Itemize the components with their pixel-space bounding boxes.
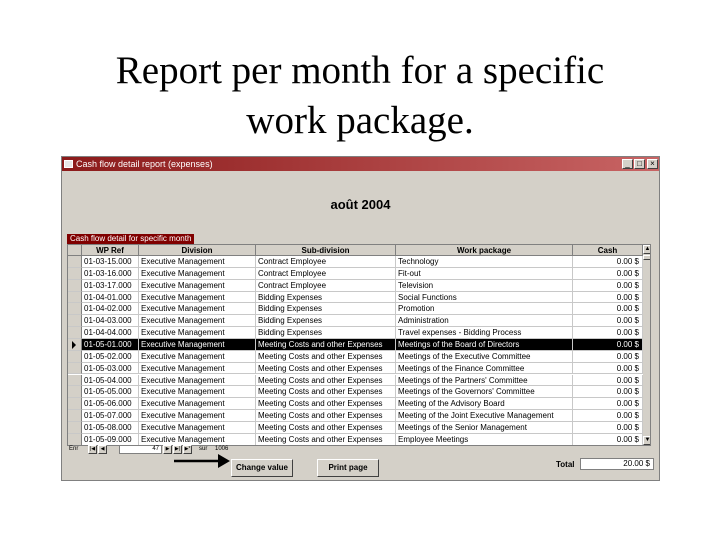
previous-record-icon[interactable]: ◀ [98, 445, 107, 454]
cell-division[interactable]: Executive Management [139, 422, 256, 434]
total-value: 20.00 $ [580, 458, 654, 470]
cell-division[interactable]: Executive Management [139, 398, 256, 410]
cell-cash[interactable]: 0.00 $ [573, 422, 643, 434]
cell-cash[interactable]: 0.00 $ [573, 280, 643, 292]
cell-division[interactable]: Executive Management [139, 315, 256, 327]
cell-cash[interactable]: 0.00 $ [573, 327, 643, 339]
cell-wp-ref[interactable]: 01-05-08.000 [82, 422, 139, 434]
cell-division[interactable]: Executive Management [139, 434, 256, 446]
cell-wp-ref[interactable]: 01-05-07.000 [82, 410, 139, 422]
table-row[interactable] [68, 375, 651, 387]
cell-sub-division[interactable]: Meeting Costs and other Expenses [256, 363, 396, 375]
window-title-bar[interactable] [62, 157, 659, 171]
cell-work-package[interactable]: Fit-out [396, 268, 573, 280]
last-record-icon[interactable]: ▶| [174, 446, 181, 452]
record-selector[interactable] [68, 327, 82, 339]
cell-work-package[interactable]: Social Functions [396, 292, 573, 304]
table-row[interactable] [68, 398, 651, 410]
cell-division[interactable]: Executive Management [139, 303, 256, 315]
record-selector[interactable] [68, 422, 82, 434]
cell-sub-division[interactable]: Meeting Costs and other Expenses [256, 422, 396, 434]
cell-sub-division[interactable]: Bidding Expenses [256, 315, 396, 327]
header-cash[interactable]: Cash [573, 245, 643, 256]
cell-division[interactable]: Executive Management [139, 351, 256, 363]
slide-title-line-2: work package. [246, 99, 474, 142]
scroll-thumb[interactable] [643, 255, 651, 260]
cell-sub-division[interactable]: Meeting Costs and other Expenses [256, 410, 396, 422]
scroll-up-icon[interactable]: ▲ [644, 246, 651, 252]
new-record-icon[interactable]: ▶* [184, 446, 191, 452]
cell-cash[interactable]: 0.00 $ [573, 410, 643, 422]
table-row[interactable] [68, 422, 651, 434]
cell-work-package[interactable]: Technology [396, 256, 573, 268]
cell-wp-ref[interactable]: 01-03-17.000 [82, 280, 139, 292]
table-row[interactable] [68, 256, 651, 268]
record-selector[interactable] [68, 410, 82, 422]
cell-division[interactable]: Executive Management [139, 280, 256, 292]
table-row[interactable] [68, 292, 651, 304]
table-row[interactable] [68, 410, 651, 422]
table-row[interactable] [68, 280, 651, 292]
cell-work-package[interactable]: Promotion [396, 303, 573, 315]
table-row[interactable] [68, 339, 651, 351]
cell-wp-ref[interactable]: 01-04-04.000 [82, 327, 139, 339]
cell-work-package[interactable]: Meetings of the Senior Management [396, 422, 573, 434]
current-record-input[interactable]: 47 [119, 445, 162, 454]
cell-sub-division[interactable]: Meeting Costs and other Expenses [256, 386, 396, 398]
cell-cash[interactable]: 0.00 $ [573, 339, 643, 351]
cell-work-package[interactable]: Television [396, 280, 573, 292]
cell-division[interactable]: Executive Management [139, 386, 256, 398]
cell-wp-ref[interactable]: 01-04-03.000 [82, 315, 139, 327]
cell-sub-division[interactable]: Meeting Costs and other Expenses [256, 375, 396, 387]
header-sub-division[interactable]: Sub-division [256, 245, 396, 256]
first-record-icon[interactable]: |◀ [89, 446, 96, 452]
table-row[interactable] [68, 268, 651, 280]
cell-work-package[interactable]: Meetings of the Executive Committee [396, 351, 573, 363]
next-record-icon[interactable]: ▶ [163, 445, 172, 454]
cell-work-package[interactable]: Meeting of the Advisory Board [396, 398, 573, 410]
cell-sub-division[interactable]: Meeting Costs and other Expenses [256, 398, 396, 410]
cell-division[interactable]: Executive Management [139, 363, 256, 375]
close-icon[interactable]: × [647, 159, 658, 169]
cell-wp-ref[interactable]: 01-04-01.000 [82, 292, 139, 304]
table-row[interactable] [68, 327, 651, 339]
record-selector[interactable] [68, 434, 82, 446]
cell-cash[interactable]: 0.00 $ [573, 268, 643, 280]
cell-wp-ref[interactable]: 01-05-03.000 [82, 363, 139, 375]
pointer-arrow-icon [172, 450, 232, 472]
cell-wp-ref[interactable]: 01-04-02.000 [82, 303, 139, 315]
vertical-scrollbar[interactable] [643, 245, 651, 445]
scroll-down-icon[interactable]: ▼ [644, 437, 651, 443]
table-row[interactable] [68, 315, 651, 327]
cell-wp-ref[interactable]: 01-03-15.000 [82, 256, 139, 268]
section-label: Cash flow detail for specific month [67, 234, 194, 244]
cell-work-package[interactable]: Meetings of the Partners' Committee [396, 375, 573, 387]
cell-cash[interactable]: 0.00 $ [573, 363, 643, 375]
maximize-icon[interactable]: □ [634, 159, 645, 169]
cell-cash[interactable]: 0.00 $ [573, 434, 643, 446]
record-selector[interactable] [68, 398, 82, 410]
cell-wp-ref[interactable]: 01-05-09.000 [82, 434, 139, 446]
cell-division[interactable]: Executive Management [139, 268, 256, 280]
cell-wp-ref[interactable]: 01-05-02.000 [82, 351, 139, 363]
cell-division[interactable]: Executive Management [139, 256, 256, 268]
record-label: Enr [69, 446, 79, 452]
table-row[interactable] [68, 363, 651, 375]
table-row[interactable] [68, 351, 651, 363]
cell-cash[interactable]: 0.00 $ [573, 292, 643, 304]
cell-sub-division[interactable]: Meeting Costs and other Expenses [256, 339, 396, 351]
cell-work-package[interactable]: Travel expenses - Bidding Process [396, 327, 573, 339]
record-total: 1006 [215, 446, 229, 452]
total-label: Total [556, 460, 575, 469]
cell-sub-division[interactable]: Bidding Expenses [256, 327, 396, 339]
record-selector[interactable] [68, 363, 82, 375]
cell-cash[interactable]: 0.00 $ [573, 398, 643, 410]
cell-work-package[interactable]: Employee Meetings [396, 434, 573, 446]
cell-work-package[interactable]: Meetings of the Governors' Committee [396, 386, 573, 398]
app-icon[interactable] [64, 160, 73, 168]
cell-cash[interactable]: 0.00 $ [573, 303, 643, 315]
cell-sub-division[interactable]: Contract Employee [256, 256, 396, 268]
window-title: Cash flow detail report (expenses) [76, 159, 213, 169]
cell-division[interactable]: Executive Management [139, 339, 256, 351]
cell-division[interactable]: Executive Management [139, 375, 256, 387]
record-selector[interactable] [68, 280, 82, 292]
record-selector[interactable] [68, 256, 82, 268]
cell-cash[interactable]: 0.00 $ [573, 315, 643, 327]
cell-division[interactable]: Executive Management [139, 292, 256, 304]
print-page-button[interactable]: Print page [317, 459, 379, 477]
cell-work-package[interactable]: Meeting of the Joint Executive Management [396, 410, 573, 422]
table-row[interactable] [68, 434, 651, 446]
minimize-icon[interactable]: _ [622, 159, 633, 169]
report-window [61, 156, 660, 481]
cell-division[interactable]: Executive Management [139, 327, 256, 339]
slide-title [0, 46, 720, 146]
cell-cash[interactable]: 0.00 $ [573, 351, 643, 363]
cell-sub-division[interactable]: Bidding Expenses [256, 303, 396, 315]
cell-work-package[interactable]: Administration [396, 315, 573, 327]
cell-cash[interactable]: 0.00 $ [573, 256, 643, 268]
record-selector[interactable] [68, 303, 82, 315]
cell-sub-division[interactable]: Meeting Costs and other Expenses [256, 351, 396, 363]
header-work-package[interactable]: Work package [396, 245, 573, 256]
cell-cash[interactable]: 0.00 $ [573, 375, 643, 387]
table-row[interactable] [68, 386, 651, 398]
record-selector[interactable] [68, 268, 82, 280]
cash-flow-grid [67, 244, 651, 446]
cell-work-package[interactable]: Meetings of the Finance Committee [396, 363, 573, 375]
record-selector[interactable] [68, 386, 82, 398]
record-selector[interactable] [68, 339, 82, 351]
slide-title-line-1: Report per month for a specific [115, 49, 605, 92]
cell-wp-ref[interactable]: 01-05-06.000 [82, 398, 139, 410]
header-wp-ref[interactable]: WP Ref [82, 245, 139, 256]
cell-sub-division[interactable]: Contract Employee [256, 280, 396, 292]
cell-wp-ref[interactable]: 01-05-04.000 [82, 375, 139, 387]
grid-header-row [68, 245, 651, 256]
report-month: août 2004 [330, 197, 391, 212]
table-row[interactable] [68, 303, 651, 315]
record-selector-arrow-icon [72, 341, 76, 349]
record-selector[interactable] [68, 375, 82, 387]
cell-cash[interactable]: 0.00 $ [573, 386, 643, 398]
cell-wp-ref[interactable]: 01-03-16.000 [82, 268, 139, 280]
record-navigator [69, 445, 269, 454]
header-selector-corner [68, 245, 82, 256]
record-selector[interactable] [68, 315, 82, 327]
cell-wp-ref[interactable]: 01-05-05.000 [82, 386, 139, 398]
cell-division[interactable]: Executive Management [139, 410, 256, 422]
header-division[interactable]: Division [139, 245, 256, 256]
cell-sub-division[interactable]: Meeting Costs and other Expenses [256, 434, 396, 446]
cell-wp-ref[interactable]: 01-05-01.000 [82, 339, 139, 351]
record-selector[interactable] [68, 292, 82, 304]
record-selector[interactable] [68, 351, 82, 363]
record-of-label: sur [199, 446, 208, 452]
cell-work-package[interactable]: Meetings of the Board of Directors [396, 339, 573, 351]
cell-sub-division[interactable]: Bidding Expenses [256, 292, 396, 304]
cell-sub-division[interactable]: Contract Employee [256, 268, 396, 280]
change-value-button[interactable]: Change value [231, 459, 293, 477]
